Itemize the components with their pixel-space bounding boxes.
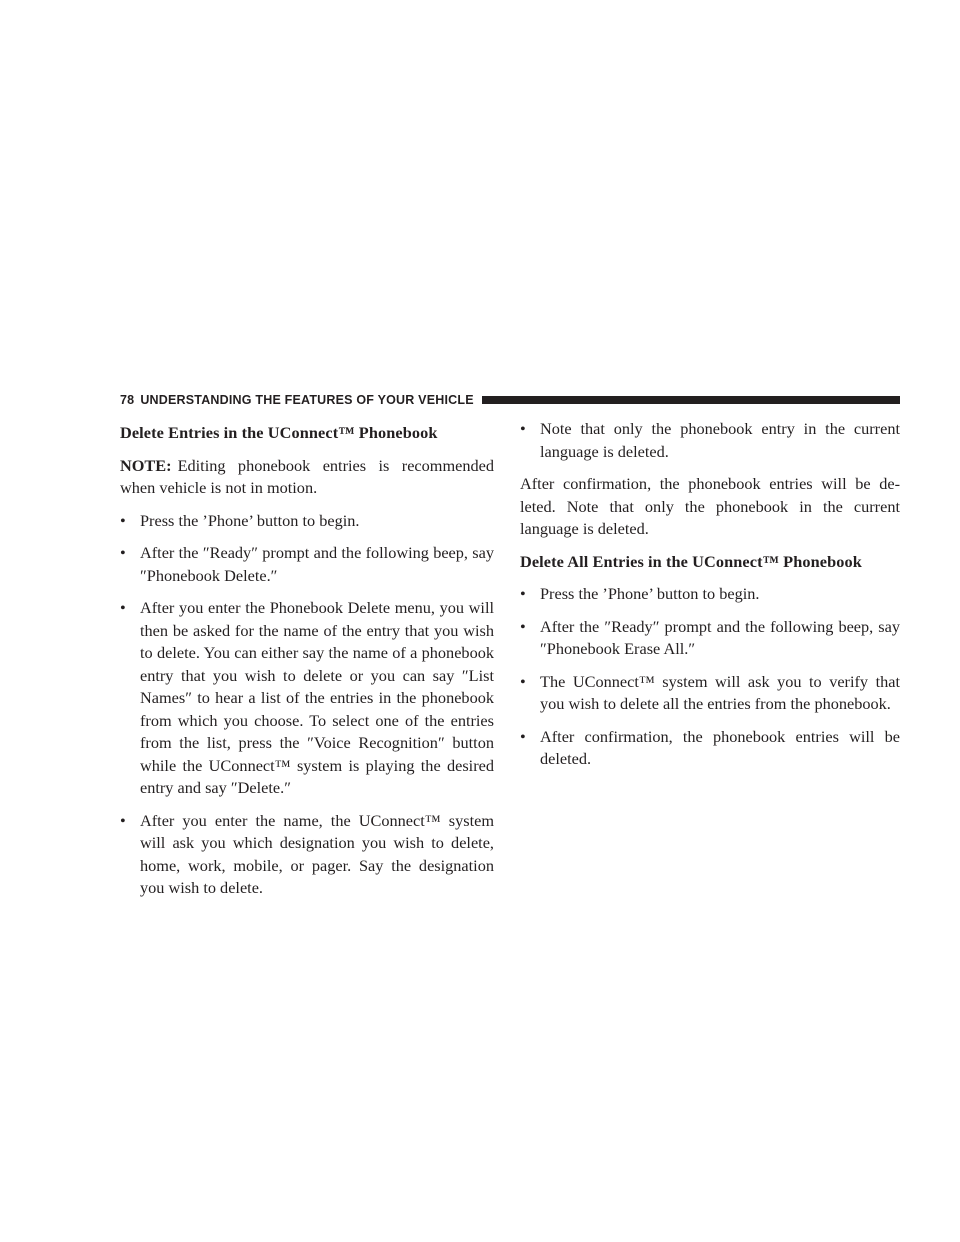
list-item (520, 726, 900, 771)
bullet-icon: • (120, 510, 126, 530)
list-item-text: After you enter the name, the UConnect™ system will ask you which designation you wish to delete, home, work, mobile, or pager. Say the designation you wish to delete. (140, 810, 494, 897)
bullet-icon: • (120, 543, 126, 562)
bullet-icon: • (120, 810, 126, 830)
header-rule (482, 396, 900, 404)
list-item (520, 616, 900, 661)
list-item-text: Press the ’Phone’ button to begin. (140, 510, 360, 530)
bullet-icon: • (120, 598, 126, 617)
list-item-text: After the ″Ready″ prompt and the following beep, say ″Phonebook Erase All.″ (540, 616, 900, 658)
list-item-text: After you enter the Phonebook Delete menu, you will then be asked for the name of the entry that you wish to delete. You can either say the name of a phonebook entry that you wish to delete or you can say ″List Names″ to hear a list of the entries in the phonebook from which you choose. To select one of the entries from the list, press the ″Voice Recognition″ button while the UConnect™ system is playing the desired entry and say ″Delete.″ (140, 598, 494, 797)
left-column (120, 418, 494, 910)
section-title: UNDERSTANDING THE FEATURES OF YOUR VEHICLE (140, 393, 474, 407)
bullet-icon: • (520, 616, 526, 636)
bullet-list-continued (520, 418, 900, 463)
section-heading-delete-all: Delete All Entries in the UConnect™ Phonebook (520, 551, 862, 571)
list-item (520, 671, 900, 716)
list-item (120, 597, 494, 800)
bullet-list-delete-all (520, 583, 900, 771)
confirmation-paragraph: After confirmation, the phonebook entries will be de-leted. Note that only the phonebook in the current language is deleted. (520, 474, 900, 538)
list-item-text: After confirmation, the phonebook entries will be deleted. (540, 726, 900, 768)
list-item-text: Press the ’Phone’ button to begin. (540, 584, 760, 603)
bullet-icon: • (520, 726, 526, 746)
list-item-text: After the ″Ready″ prompt and the following beep, say ″Phonebook Delete.″ (140, 543, 494, 585)
page-header (120, 390, 900, 410)
list-item-text: The UConnect™ system will ask you to verify that you wish to delete all the entries from the phonebook. (540, 671, 900, 713)
list-item (520, 418, 900, 463)
list-item (120, 510, 494, 533)
list-item (120, 810, 494, 900)
list-item-text: Note that only the phonebook entry in the current language is deleted. (540, 419, 900, 461)
note-text: Editing phonebook entries is recommended when vehicle is not in motion. (120, 455, 494, 497)
list-item (520, 583, 900, 606)
bullet-icon: • (520, 584, 526, 603)
page-number: 78 (120, 393, 135, 407)
right-column (520, 418, 900, 781)
bullet-icon: • (520, 671, 526, 691)
list-item (120, 542, 494, 587)
bullet-list-delete-entries (120, 510, 494, 900)
note-paragraph (120, 455, 494, 500)
bullet-icon: • (520, 419, 526, 438)
section-heading-delete-entries: Delete Entries in the UConnect™ Phonebook (120, 423, 438, 442)
note-label: NOTE: (120, 455, 172, 475)
